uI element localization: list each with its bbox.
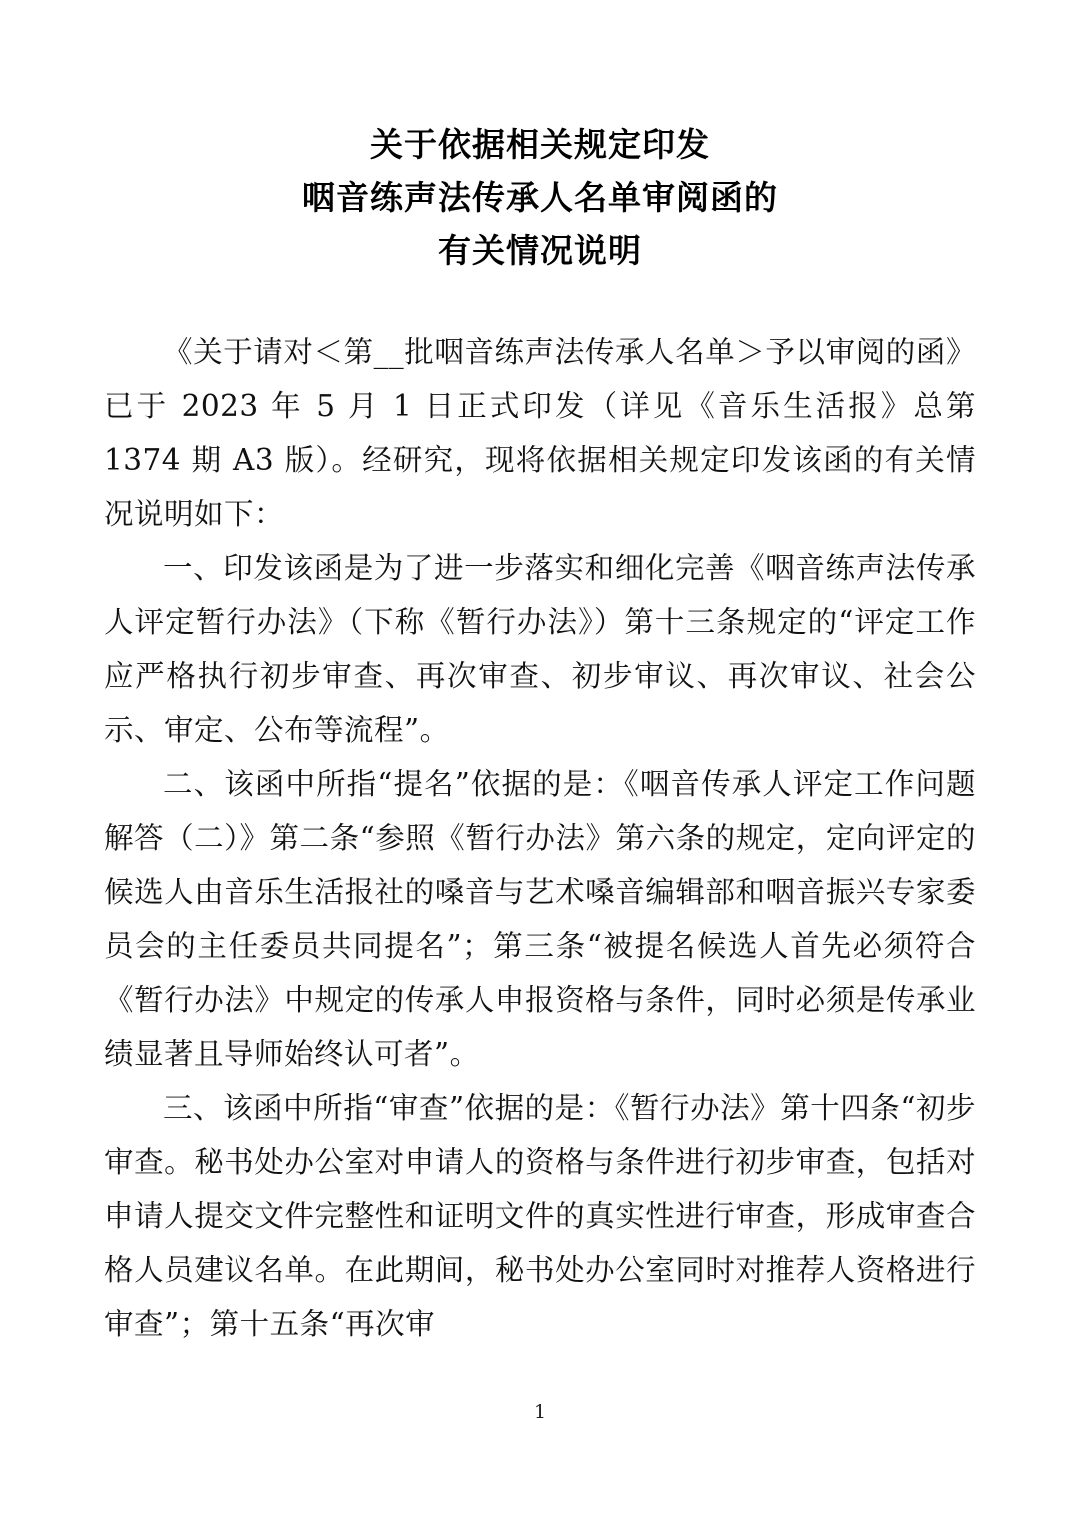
paragraph-item-2: 二、该函中所指“提名”依据的是：《咽音传承人评定工作问题解答（二）》第二条“参照《暂行办法》第六条的规定，定向评定的候选人由音乐生活报社的嗓音与艺术嗓音编辑部和咽音振兴专家委员会的主任委员共同提名”；第三条“被提名候选人首先必须符合《暂行办法》中规定的传承人申报资格与条件，同时必须是传承业绩显著且导师始终认可者”。 [104,767,976,1071]
page-number: 1 [533,1401,547,1423]
title-line-1: 关于依据相关规定印发 [370,125,710,164]
document-body [104,325,976,1351]
paragraph-item-1: 一、印发该函是为了进一步落实和细化完善《咽音练声法传承人评定暂行办法》（下称《暂行办法》）第十三条规定的“评定工作应严格执行初步审查、再次审查、初步审议、再次审议、社会公示、审定、公布等流程”。 [104,551,976,747]
paragraph-item-3: 三、该函中所指“审查”依据的是：《暂行办法》第十四条“初步审查。秘书处办公室对申请人的资格与条件进行初步审查，包括对申请人提交文件完整性和证明文件的真实性进行审查，形成审查合格人员建议名单。在此期间，秘书处办公室同时对推荐人资格进行审查”；第十五条“再次审 [104,1091,976,1341]
page-title [104,118,976,277]
paragraph-intro: 《关于请对＜第__批咽音练声法传承人名单＞予以审阅的函》已于 2023 年 5 月 1 日正式印发（详见《音乐生活报》总第 1374 期 A3 版）。经研究，现将依据相关规定印发该函的有关情况说明如下： [104,335,976,531]
title-line-2: 咽音练声法传承人名单审阅函的 [302,178,778,217]
title-line-3: 有关情况说明 [438,231,642,270]
